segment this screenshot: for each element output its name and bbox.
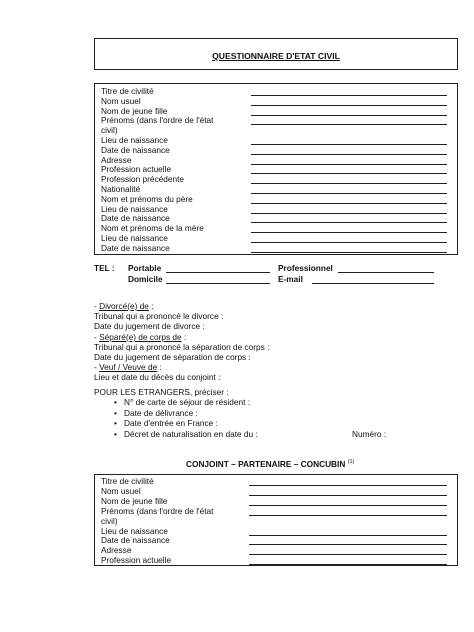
domicile-line[interactable] — [166, 283, 270, 284]
divorce-tribunal: Tribunal qui a prononcé le divorce : — [94, 311, 224, 321]
civil-field-label: Profession précédente — [101, 174, 185, 185]
civil-field-label: Date de naissance — [101, 213, 170, 224]
civil-field-answer-line[interactable] — [251, 193, 447, 194]
conjoint-field-answer-line[interactable] — [249, 535, 447, 536]
conjoint-heading: CONJOINT – PARTENAIRE – CONCUBIN $^{(1)}$ — [186, 458, 355, 469]
civil-field-answer-line[interactable] — [251, 203, 447, 204]
civil-field-label: Nom et prénoms de la mère — [101, 223, 204, 234]
civil-field-label: Nationalité — [101, 184, 141, 194]
title-box — [94, 38, 458, 70]
etrangers-item-delivrance: • Date de délivrance : — [124, 408, 198, 418]
tel-label: TEL : — [94, 263, 115, 273]
portable-line[interactable] — [166, 272, 270, 273]
civil-field-answer-line[interactable] — [251, 164, 447, 165]
conjoint-field-label: Titre de civilité — [101, 476, 154, 486]
civil-field-answer-line[interactable] — [251, 252, 447, 253]
civil-field-label: Date de naissance — [101, 242, 170, 253]
civil-field-label: Nom usuel — [101, 95, 141, 106]
divorce-heading: - Divorcé(e) de : — [94, 301, 154, 311]
professionnel-line[interactable] — [338, 272, 434, 273]
civil-field-answer-line[interactable] — [251, 115, 447, 116]
civil-field-answer-line[interactable] — [251, 124, 447, 125]
civil-field-answer-line[interactable] — [251, 222, 447, 223]
separation-tribunal: Tribunal qui a prononcé la séparation de corps : — [94, 342, 270, 352]
civil-field-label: Adresse — [101, 154, 132, 165]
civil-field-label: Lieu de naissance — [101, 135, 168, 145]
conjoint-field-answer-line[interactable] — [249, 495, 447, 496]
civil-field-answer-line[interactable] — [251, 144, 447, 145]
email-line[interactable] — [312, 283, 434, 284]
civil-status-box — [94, 83, 458, 255]
conjoint-field-label: Profession actuelle — [101, 555, 172, 566]
numero-label: Numéro : — [352, 429, 387, 439]
civil-field-answer-line[interactable] — [251, 95, 447, 96]
etrangers-heading: POUR LES ETRANGERS, préciser : — [94, 387, 229, 397]
divorce-date: Date du jugement de divorce : — [94, 321, 205, 331]
civil-field-answer-line[interactable] — [251, 213, 447, 214]
civil-field-label: civil) — [101, 125, 118, 136]
conjoint-field-answer-line[interactable] — [249, 485, 447, 486]
civil-field-answer-line[interactable] — [251, 232, 447, 233]
civil-field-label: Nom et prénoms du père — [101, 193, 193, 204]
conjoint-field-answer-line[interactable] — [249, 544, 447, 545]
conjoint-field-label: Adresse — [101, 545, 132, 556]
civil-field-label: Titre de civilité — [101, 86, 154, 96]
page-title: QUESTIONNAIRE D'ETAT CIVIL — [212, 51, 340, 61]
civil-field-answer-line[interactable] — [251, 105, 447, 106]
civil-field-label: Prénoms (dans l'ordre de l'état — [101, 115, 214, 126]
conjoint-field-label: Prénoms (dans l'ordre de l'état — [101, 505, 214, 516]
civil-field-answer-line[interactable] — [251, 173, 447, 174]
civil-field-label: Profession actuelle — [101, 164, 172, 175]
conjoint-field-label: Date de naissance — [101, 535, 170, 546]
civil-field-label: Date de naissance — [101, 144, 170, 155]
domicile-label: Domicile — [128, 274, 163, 284]
civil-field-label: Nom de jeune fille — [101, 105, 168, 116]
conjoint-field-answer-line[interactable] — [249, 564, 447, 565]
conjoint-field-answer-line[interactable] — [249, 515, 447, 516]
portable-label: Portable — [128, 263, 162, 273]
conjoint-field-answer-line[interactable] — [249, 554, 447, 555]
veuf-heading: - Veuf / Veuve de : — [94, 362, 162, 372]
civil-field-answer-line[interactable] — [251, 183, 447, 184]
civil-field-label: Lieu de naissance — [101, 203, 168, 214]
civil-field-answer-line[interactable] — [251, 242, 447, 243]
conjoint-field-answer-line[interactable] — [249, 505, 447, 506]
conjoint-field-label: Nom de jeune fille — [101, 495, 168, 506]
conjoint-field-label: Nom usuel — [101, 485, 141, 496]
conjoint-field-label: Lieu de naissance — [101, 525, 168, 536]
veuf-lieu: Lieu et date du décès du conjoint : — [94, 372, 221, 382]
etrangers-item-carte: • N° de carte de séjour de résident : — [124, 397, 250, 407]
civil-field-answer-line[interactable] — [251, 154, 447, 155]
etrangers-item-decret: • Décret de naturalisation en date du : — [124, 429, 258, 439]
conjoint-box — [94, 474, 458, 566]
separation-heading: - Séparé(e) de corps de : — [94, 332, 187, 342]
email-label: E-mail — [278, 274, 303, 284]
professionnel-label: Professionnel — [278, 263, 333, 273]
etrangers-item-entree: • Date d'entrée en France : — [124, 418, 218, 428]
conjoint-field-label: civil) — [101, 515, 118, 526]
civil-field-label: Lieu de naissance — [101, 233, 168, 243]
separation-date: Date du jugement de séparation de corps : — [94, 352, 251, 362]
